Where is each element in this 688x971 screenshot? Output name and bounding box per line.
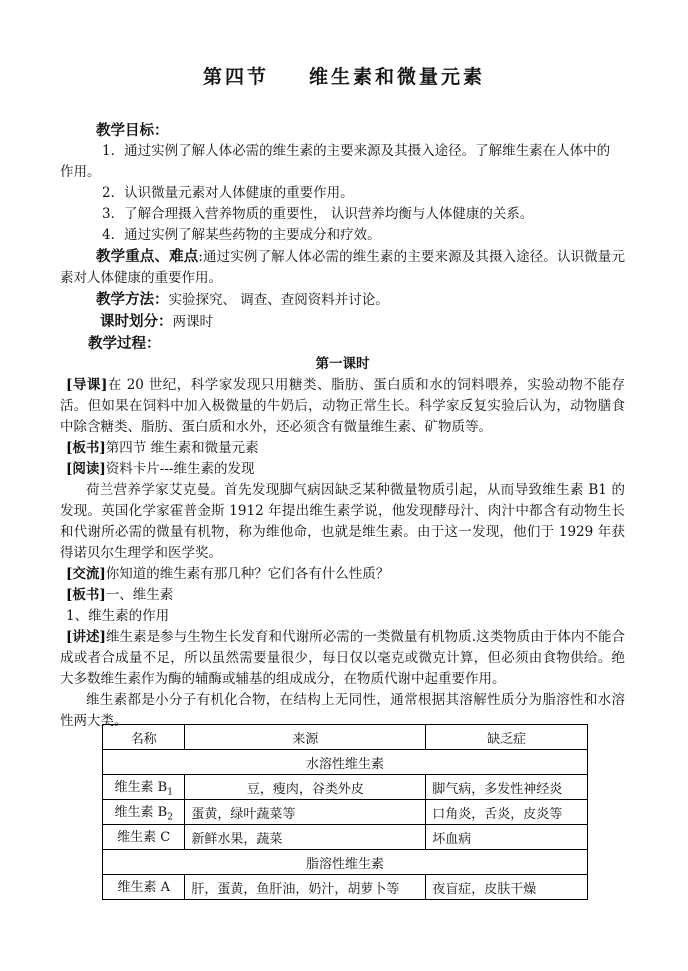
section-title: 维生素和微量元素 (309, 66, 486, 88)
reading-tag: [阅读] (66, 461, 106, 477)
intro-tag: [导课] (66, 377, 108, 393)
objective-1: 1．通过实例了解人体必需的维生素的主要来源及其摄入途径。了解维生素在人体中的 (102, 143, 611, 159)
vitamin-name: 维生素 C (103, 825, 185, 850)
vitamin-deficiency: 坏血病 (426, 825, 588, 850)
process-heading: 教学过程： (88, 335, 161, 352)
lecture-paragraph (60, 627, 625, 690)
vitamin-source: 蛋黄，绿叶蔬菜等 (185, 800, 426, 825)
intro-paragraph (60, 375, 625, 438)
board-1-tag: [板书] (66, 440, 106, 456)
schedule-label: 课时划分： (100, 313, 173, 330)
table-row (103, 875, 588, 900)
discovery-paragraph: 荷兰营养学家艾克曼。首先发现脚气病因缺乏某种微量物质引起，从而导致维生素 B1 的发现。英国化学家霍普金斯 1912 年提出维生素学说，他发现酵母汁、肉汁中都含有动物生长和代谢所必需的微量有机物，称为维他命，也就是维生素。由于这一发现，他们于 1929 年获得诺贝尔生理学和医学奖。 (60, 482, 625, 561)
vitamin-name: 维生素 $B_2$ (103, 800, 185, 825)
board-1 (60, 438, 625, 459)
table-row (103, 825, 588, 850)
key-points (60, 246, 625, 289)
table-group-row (103, 750, 588, 775)
exchange-tag: [交流] (66, 566, 106, 582)
methods-text: 实验探究、 调查、查阅资料并讨论。 (168, 292, 389, 308)
reading-text: 资料卡片---维生素的发现 (105, 461, 255, 477)
objective-1-cont: 作用。 (60, 164, 101, 180)
vitamin-name: 维生素 $B_1$ (103, 775, 185, 800)
intro-text: 在 20 世纪，科学家发现只用糖类、脂肪、蛋白质和水的饲料喂养，实验动物不能存活。但如果在饲料中加入极微量的牛奶后，动物正常生长。科学家反复实验后认为，动物膳食中除含糖类、脂肪、蛋白质和水外，还必须含有微量维生素、矿物质等。 (60, 377, 626, 435)
schedule-text: 两课时 (172, 314, 213, 330)
board-2 (60, 585, 625, 606)
exchange (60, 564, 625, 585)
subsection-1: 1、维生素的作用 (66, 608, 170, 624)
key-points-text: :通过实例了解人体必需的维生素的主要来源及其摄入途径。认识微量元素对人体健康的重要作用。 (60, 249, 625, 286)
vitamin-name: 维生素 A (103, 875, 185, 900)
vitamin-source: 新鲜水果，蔬菜 (185, 825, 426, 850)
vitamin-source: 豆，瘦肉，谷类外皮 (185, 775, 426, 800)
classification-paragraph: 维生素都是小分子有机化合物，在结构上无同性，通常根据其溶解性质分为脂溶性和水溶性两大类。 (60, 692, 625, 729)
page-title (0, 62, 688, 89)
vitamin-table (102, 724, 588, 900)
water-soluble-group: 水溶性维生素 (103, 750, 588, 775)
vitamin-deficiency: 夜盲症，皮肤干燥 (426, 875, 588, 900)
lecture-text: 维生素是参与生物生长发育和代谢所必需的一类微量有机物质.这类物质由于体内不能合成或者合成量不足，所以虽然需要量很少，每日仅以毫克或微克计算，但必须由食物供给。绝大多数维生素作为酶的辅酶或辅基的组成成分，在物质代谢中起重要作用。 (60, 629, 625, 687)
board-2-tag: [板书] (66, 587, 106, 603)
table-row (103, 800, 588, 825)
exchange-text: 你知道的维生素有那几种？它们各有什么性质？ (105, 566, 390, 582)
reading (60, 459, 625, 480)
lecture-tag: [讲述] (66, 629, 106, 645)
lesson1-heading: 第一课时 (315, 356, 370, 372)
key-points-label: 教学重点、难点 (96, 248, 199, 265)
header-deficiency: 缺乏症 (426, 725, 588, 750)
methods (88, 289, 625, 311)
vitamin-deficiency: 口角炎，舌炎，皮炎等 (426, 800, 588, 825)
schedule (88, 311, 625, 333)
table-row (103, 775, 588, 800)
board-2-text: 一、维生素 (105, 587, 174, 603)
fat-soluble-group: 脂溶性维生素 (103, 850, 588, 875)
objective-3: 3．了解合理摄入营养物质的重要性， 认识营养均衡与人体健康的关系。 (102, 206, 534, 222)
vitamin-source: 肝，蛋黄，鱼肝油，奶汁，胡萝卜等 (185, 875, 426, 900)
section-number: 第四节 (202, 66, 269, 88)
methods-label: 教学方法： (96, 291, 169, 308)
header-name: 名称 (103, 725, 185, 750)
board-1-text: 第四节 维生素和微量元素 (105, 440, 259, 456)
objectives-heading: 教学目标： (96, 122, 169, 139)
objective-2: 2．认识微量元素对人体健康的重要作用。 (102, 185, 354, 201)
lesson-plan-body (60, 120, 626, 732)
table-group-row (103, 850, 588, 875)
vitamin-deficiency: 脚气病，多发性神经炎 (426, 775, 588, 800)
table-header-row (103, 725, 588, 750)
objective-4: 4．通过实例了解某些药物的主要成分和疗效。 (102, 227, 381, 243)
header-source: 来源 (185, 725, 426, 750)
